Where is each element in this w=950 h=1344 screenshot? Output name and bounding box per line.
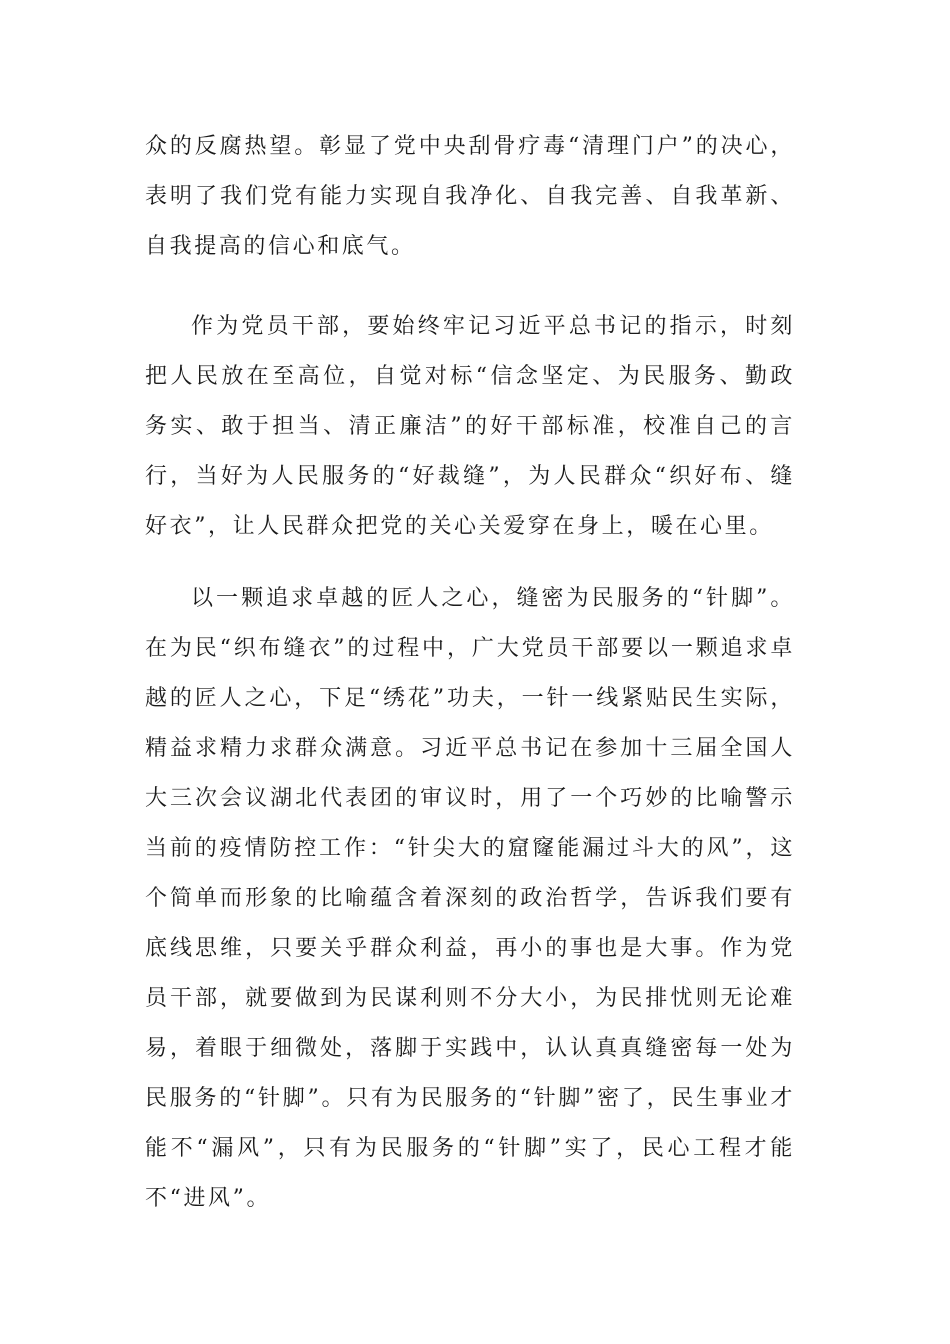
paragraph-craftsman-heart: 以一颗追求卓越的匠人之心，缝密为民服务的“针脚”。在为民“织布缝衣”的过程中，广大党员干部要以一颗追求卓越的匠人之心，下足“绣花”功夫，一针一线紧贴民生实际，精益求精力求群众满意。习近平总书记在参加十三届全国人大三次会议湖北代表团的审议时，用了一个巧妙的比喻警示当前的疫情防控工作：“针尖大的窟窿能漏过斗大的风”，这个简单而形象的比喻蕴含着深刻的政治哲学，告诉我们要有底线思维，只要关乎群众利益，再小的事也是大事。作为党员干部，就要做到为民谋利则不分大小，为民排忧则无论难易，着眼于细微处，落脚于实践中，认认真真缝密每一处为民服务的“针脚”。只有为民服务的“针脚”密了，民生事业才能不“漏风”，只有为民服务的“针脚”实了，民心工程才能不“进风”。: [145, 586, 795, 1211]
paragraph-continuation: 众的反腐热望。彰显了党中央刮骨疗毒“清理门户”的决心，表明了我们党有能力实现自我净化、自我完善、自我革新、自我提高的信心和底气。: [145, 134, 795, 259]
paragraph-party-cadre: 作为党员干部，要始终牢记习近平总书记的指示，时刻把人民放在至高位，自觉对标“信念坚定、为民服务、勤政务实、敢于担当、清正廉洁”的好干部标准，校准自己的言行，当好为人民服务的“好裁缝”，为人民群众“织好布、缝好衣”，让人民群众把党的关心关爱穿在身上，暖在心里。: [145, 314, 795, 539]
